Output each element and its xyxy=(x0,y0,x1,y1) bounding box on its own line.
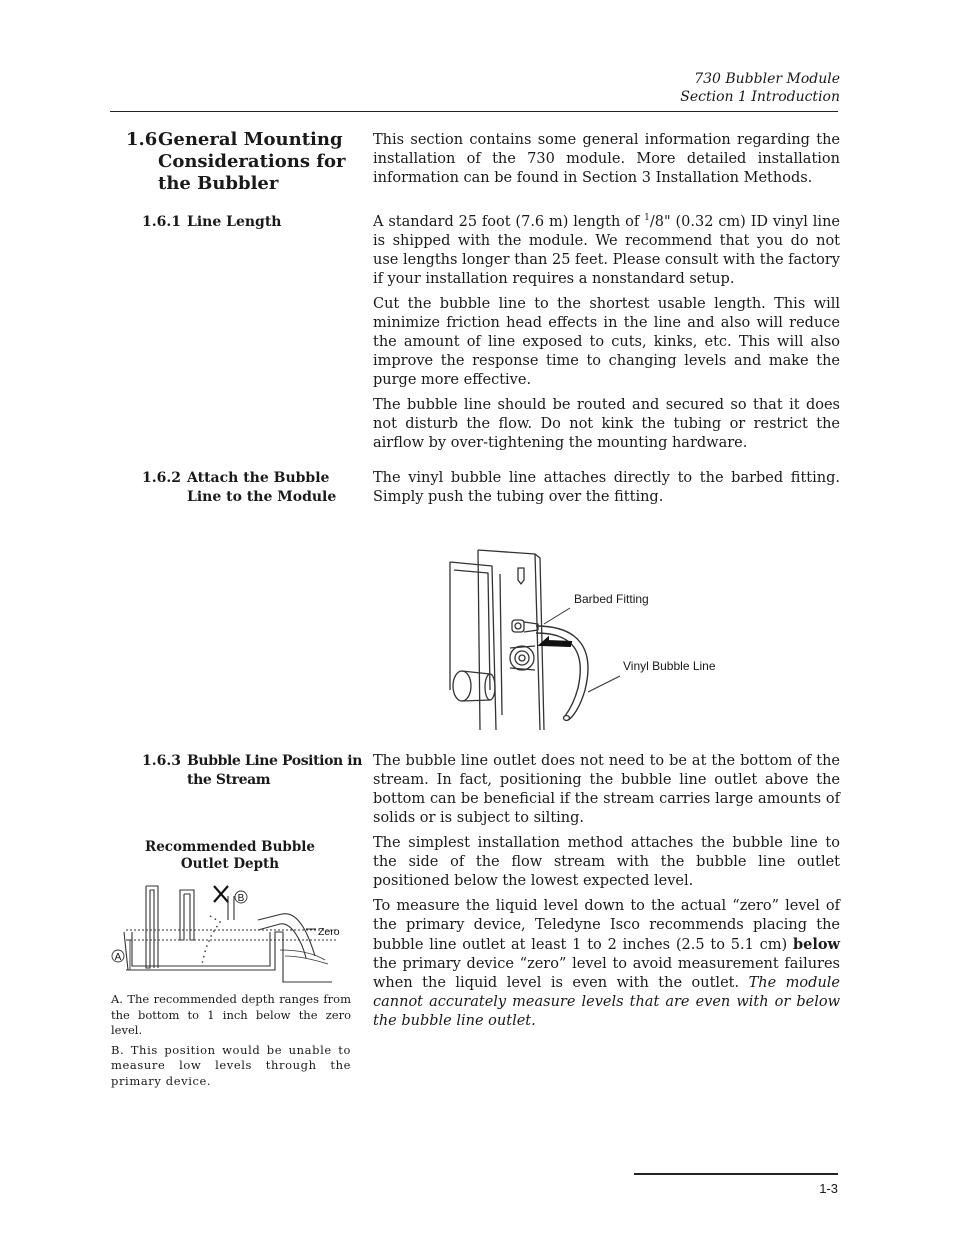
running-header xyxy=(680,70,840,106)
caption-a: A. The recommended depth ranges from the bottom to 1 inch below the zero level. xyxy=(111,992,351,1037)
text-run: To measure the liquid level down to the actual “zero” level of the primary device, Teledyne Isco recommends placing the bubble line outlet at least 1 to 2 inches (2.5 to 5.1 cm) xyxy=(373,898,840,953)
subsection-title-1: Line Length xyxy=(187,214,282,230)
section-number: 1.6 xyxy=(126,129,158,150)
subsection-title-2: Attach the Bubble Line to the Module xyxy=(187,470,337,505)
line-length-paragraph-3: The bubble line should be routed and secured so that it does not disturb the flow. Do not kink the tubing or restrict the airflow by over-tightening the mounting hardware. xyxy=(373,397,840,451)
bubble-position-paragraph-1: The bubble line outlet does not need to be at the bottom of the stream. In fact, positioning the bubble line outlet above the bottom can be beneficial if the stream carries large amounts of solids or is subject to silting. xyxy=(373,753,840,826)
intro-paragraph: This section contains some general information regarding the installation of the 730 module. More detailed installation information can be found in Section 3 Installation Methods. xyxy=(373,132,840,186)
fraction-numerator: 1 xyxy=(644,213,650,224)
header-rule xyxy=(110,111,838,112)
line-length-body xyxy=(373,213,840,459)
text-run: (0.32 cm) ID vinyl line is shipped with the module. We recommend that you do not use lengths longer than 25 feet. Please consult with the factory if your installation requires a nonstandard setup. xyxy=(373,214,840,287)
emphasis-below: below xyxy=(792,936,840,953)
line-length-paragraph-1 xyxy=(373,213,840,289)
bubble-position-paragraph-2: The simplest installation method attaches the bubble line to the side of the flow stream with the bubble line outlet positioned below the lowest expected level. xyxy=(373,835,840,889)
page-number: 1-3 xyxy=(819,1181,838,1196)
marker-b: B xyxy=(237,893,245,904)
bubble-position-body xyxy=(373,752,840,1037)
subsection-number-1: 1.6.1 xyxy=(142,214,181,230)
text-run: the primary device “zero” level to avoid measurement failures when the liquid level is even with the outlet. xyxy=(373,956,840,991)
text-run: A standard 25 foot (7.6 m) length of xyxy=(373,214,645,230)
fraction-denominator: /8" xyxy=(649,214,671,230)
warning-italic: The module cannot accurately measure levels that are even with or below the bubble line outlet. xyxy=(373,975,840,1029)
subsection-number-3: 1.6.3 xyxy=(142,753,181,769)
attach-line-paragraph: The vinyl bubble line attaches directly to the barbed fitting. Simply push the tubing over the fitting. xyxy=(373,470,840,505)
bubble-position-paragraph-3 xyxy=(373,897,840,1031)
depth-figure-captions xyxy=(111,992,351,1093)
depth-figure-title: Recommended Bubble Outlet Depth xyxy=(145,839,315,872)
barbed-fitting-figure xyxy=(440,540,740,730)
attach-line-body xyxy=(373,469,840,513)
marker-a: A xyxy=(114,952,122,963)
subsection-number-2: 1.6.2 xyxy=(142,470,181,486)
header-section: Section 1 Introduction xyxy=(680,89,840,105)
footer-rule xyxy=(634,1173,838,1175)
label-barbed-fitting: Barbed Fitting xyxy=(574,592,649,606)
subsection-title-3: Bubble Line Position in the Stream xyxy=(187,753,362,788)
section-intro xyxy=(373,131,840,194)
caption-b: B. This position would be unable to measure low levels through the primary device. xyxy=(111,1042,351,1088)
label-zero: Zero xyxy=(318,926,340,938)
label-vinyl-bubble-line: Vinyl Bubble Line xyxy=(623,659,716,673)
header-title: 730 Bubbler Module xyxy=(694,71,840,87)
line-length-paragraph-2: Cut the bubble line to the shortest usable length. This will minimize friction head effects in the line and also will reduce the amount of line exposed to cuts, kinks, etc. This will also improve the response time to changing levels and make the purge more effective. xyxy=(373,296,840,388)
section-title: General Mounting Considerations for the Bubbler xyxy=(158,129,346,194)
depth-figure xyxy=(110,880,340,985)
